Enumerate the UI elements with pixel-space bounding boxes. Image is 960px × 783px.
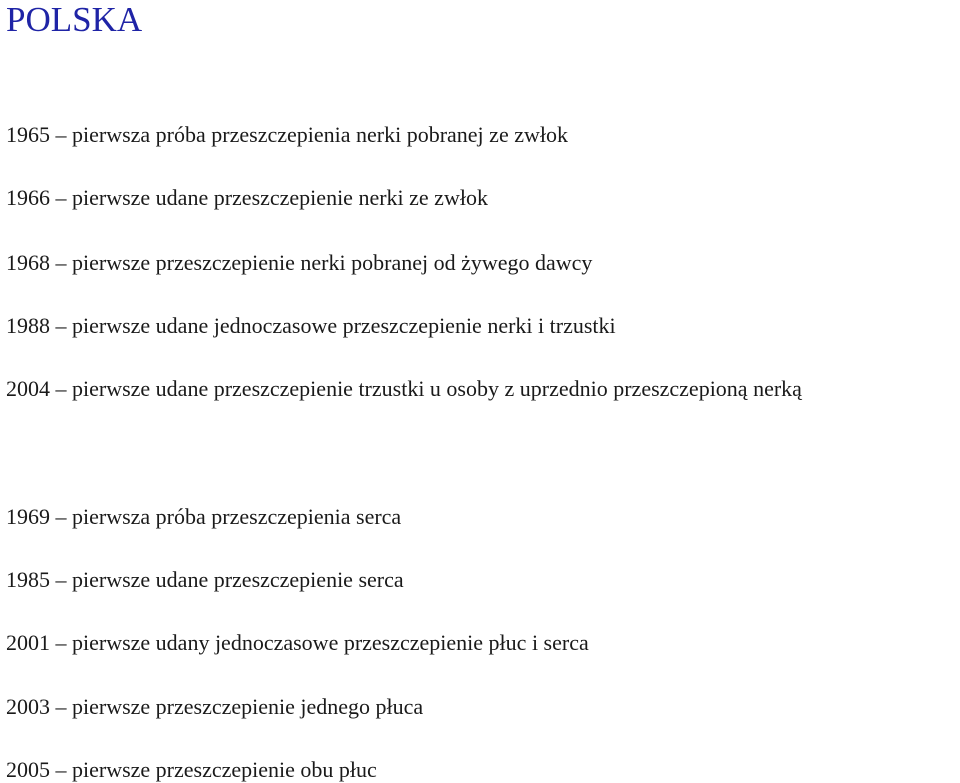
- entry-text: pierwsze udane przeszczepienie nerki ze zwłok: [72, 185, 488, 210]
- entry-year: 1969: [6, 504, 50, 529]
- entry-dash: –: [55, 250, 67, 275]
- timeline-entry: [6, 567, 404, 593]
- entry-text: pierwsza próba przeszczepienia serca: [72, 504, 402, 529]
- timeline-entry: [6, 694, 423, 720]
- entry-text: pierwsze przeszczepienie obu płuc: [72, 757, 377, 782]
- timeline-entry: [6, 122, 568, 148]
- entry-year: 2003: [6, 694, 50, 719]
- entry-dash: –: [55, 630, 67, 655]
- entry-dash: –: [55, 376, 67, 401]
- timeline-entry: [6, 376, 802, 402]
- entry-dash: –: [55, 185, 67, 210]
- entry-text: pierwsze udane jednoczasowe przeszczepienie nerki i trzustki: [72, 313, 616, 338]
- entry-text: pierwsze udane przeszczepienie trzustki u osoby z uprzednio przeszczepioną nerką: [72, 376, 802, 401]
- entry-year: 2004: [6, 376, 50, 401]
- entry-dash: –: [55, 122, 67, 147]
- entry-year: 1966: [6, 185, 50, 210]
- entry-dash: –: [55, 694, 67, 719]
- entry-dash: –: [55, 567, 67, 592]
- entry-text: pierwsza próba przeszczepienia nerki pobranej ze zwłok: [72, 122, 568, 147]
- entry-dash: –: [55, 313, 67, 338]
- timeline-entry: [6, 757, 377, 783]
- page-title: POLSKA: [6, 0, 143, 39]
- timeline-entry: [6, 185, 488, 211]
- entry-text: pierwsze przeszczepienie jednego płuca: [72, 694, 424, 719]
- timeline-entry: [6, 630, 589, 656]
- entry-year: 2005: [6, 757, 50, 782]
- entry-year: 1965: [6, 122, 50, 147]
- entry-text: pierwsze udane przeszczepienie serca: [72, 567, 404, 592]
- entry-text: pierwsze udany jednoczasowe przeszczepienie płuc i serca: [72, 630, 589, 655]
- timeline-entry: [6, 504, 401, 530]
- entry-text: pierwsze przeszczepienie nerki pobranej od żywego dawcy: [72, 250, 593, 275]
- entry-year: 1985: [6, 567, 50, 592]
- entry-year: 1968: [6, 250, 50, 275]
- entry-year: 1988: [6, 313, 50, 338]
- entry-year: 2001: [6, 630, 50, 655]
- timeline-entry: [6, 250, 592, 276]
- timeline-entry: [6, 313, 616, 339]
- entry-dash: –: [55, 504, 67, 529]
- entry-dash: –: [55, 757, 67, 782]
